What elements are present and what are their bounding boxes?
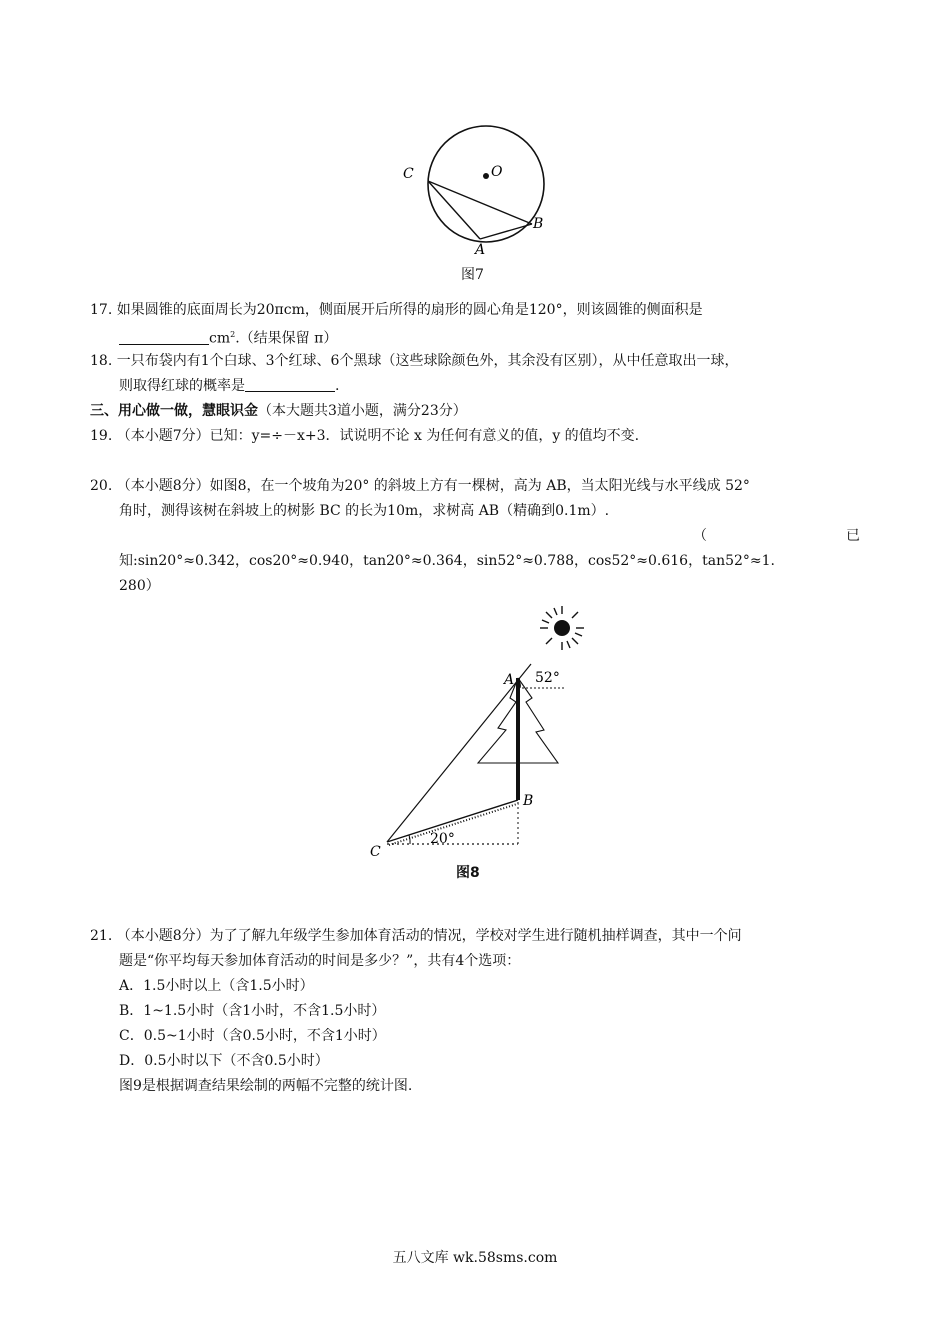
figure-8-caption: 图8 (456, 865, 480, 881)
q20-line4: 知:sin20°≈0.342，cos20°≈0.940，tan20°≈0.364，sin52°≈0.788，cos52°≈0.616，tan52°≈1. (119, 553, 775, 569)
q17-number: 17. (90, 302, 113, 318)
q21-line2: 题是“你平均每天参加体育活动的时间是多少？”，共有4个选项： (119, 953, 521, 969)
section-3-note: （本大题共3道小题，满分23分） (258, 403, 467, 419)
q21-option-b: B．1~1.5小时（含1小时，不含1.5小时） (119, 1003, 386, 1019)
figure-7-caption: 图7 (461, 267, 484, 283)
section-3-heading (90, 401, 467, 421)
center-point-o (483, 173, 489, 179)
sun-icon (540, 606, 584, 650)
q17-text: 如果圆锥的底面周长为20πcm，侧面展开后所得的扇形的圆心角是120°，则该圆锥的侧面积是 (116, 302, 703, 318)
q21-number: 21. (90, 928, 113, 944)
chord-cb (428, 181, 532, 224)
q18-answer-blank (245, 377, 335, 392)
label-angle-52: 52° (535, 670, 560, 686)
q17-note: .（结果保留 π） (235, 330, 338, 347)
q21-line1 (90, 926, 742, 946)
q20-number: 20. (90, 478, 113, 494)
label-a: A (504, 672, 515, 688)
q18-line1 (90, 351, 738, 371)
q18-text: 一只布袋内有1个白球、3个红球、6个黑球（这些球除颜色外，其余没有区别），从中任意取出一球， (116, 353, 739, 369)
label-angle-20: 20° (430, 831, 455, 847)
q18-line2 (119, 376, 339, 396)
label-c: C (370, 844, 381, 860)
q19-text: （本小题7分）已知：y=÷－x+3．试说明不论 x 为任何有意义的值，y 的值均不变. (116, 428, 640, 444)
q21-last-line: 图9是根据调查结果绘制的两幅不完整的统计图. (119, 1078, 413, 1094)
q21-text-1: （本小题8分）为了了解九年级学生参加体育活动的情况，学校对学生进行随机抽样调查，其中一个问 (116, 928, 742, 944)
figure-8-tree-diagram (360, 598, 600, 860)
angle-arc-20 (409, 835, 410, 844)
q17-unit-sup: 2 (230, 330, 236, 339)
page-footer: 五八文库 wk.58sms.com (392, 1250, 558, 1266)
q21-option-a: A．1.5小时以上（含1.5小时） (119, 978, 314, 994)
q20-line3-right: 已 (846, 528, 860, 544)
circle-o (428, 126, 544, 242)
label-c: C (403, 166, 414, 182)
chord-ab (480, 224, 532, 239)
q20-line1 (90, 476, 750, 496)
q17-line2 (119, 325, 337, 349)
section-3-title: 三、用心做一做，慧眼识金 (90, 403, 258, 419)
q20-line2: 角时，测得该树在斜坡上的树影 BC 的长为10m，求树高 AB（精确到0.1m）. (119, 503, 610, 519)
q20-line5: 280） (119, 578, 160, 594)
label-b: B (523, 793, 534, 809)
sun-ray-line (387, 664, 534, 842)
q17-answer-blank (119, 330, 209, 345)
chord-ca (428, 181, 480, 239)
label-o: O (491, 164, 503, 180)
q19-number: 19. (90, 428, 113, 444)
label-a: A (475, 242, 486, 258)
q20-line3-left: （ (693, 528, 707, 544)
q17-line1 (90, 300, 703, 320)
label-b: B (533, 216, 544, 232)
q20-text-1: （本小题8分）如图8，在一个坡角为20° 的斜坡上方有一棵树，高为 AB，当太阳光线与水平线成 52° (116, 478, 750, 494)
q18-prefix: 则取得红球的概率是 (119, 378, 245, 394)
q21-option-d: D．0.5小时以下（不含0.5小时） (119, 1053, 329, 1069)
q17-unit: cm (209, 330, 231, 347)
q21-option-c: C．0.5~1小时（含0.5小时，不含1小时） (119, 1028, 386, 1044)
q18-number: 18. (90, 353, 113, 369)
q19-line (90, 426, 639, 446)
figure-7-circle-diagram (400, 118, 570, 268)
q18-suffix: . (335, 378, 340, 394)
